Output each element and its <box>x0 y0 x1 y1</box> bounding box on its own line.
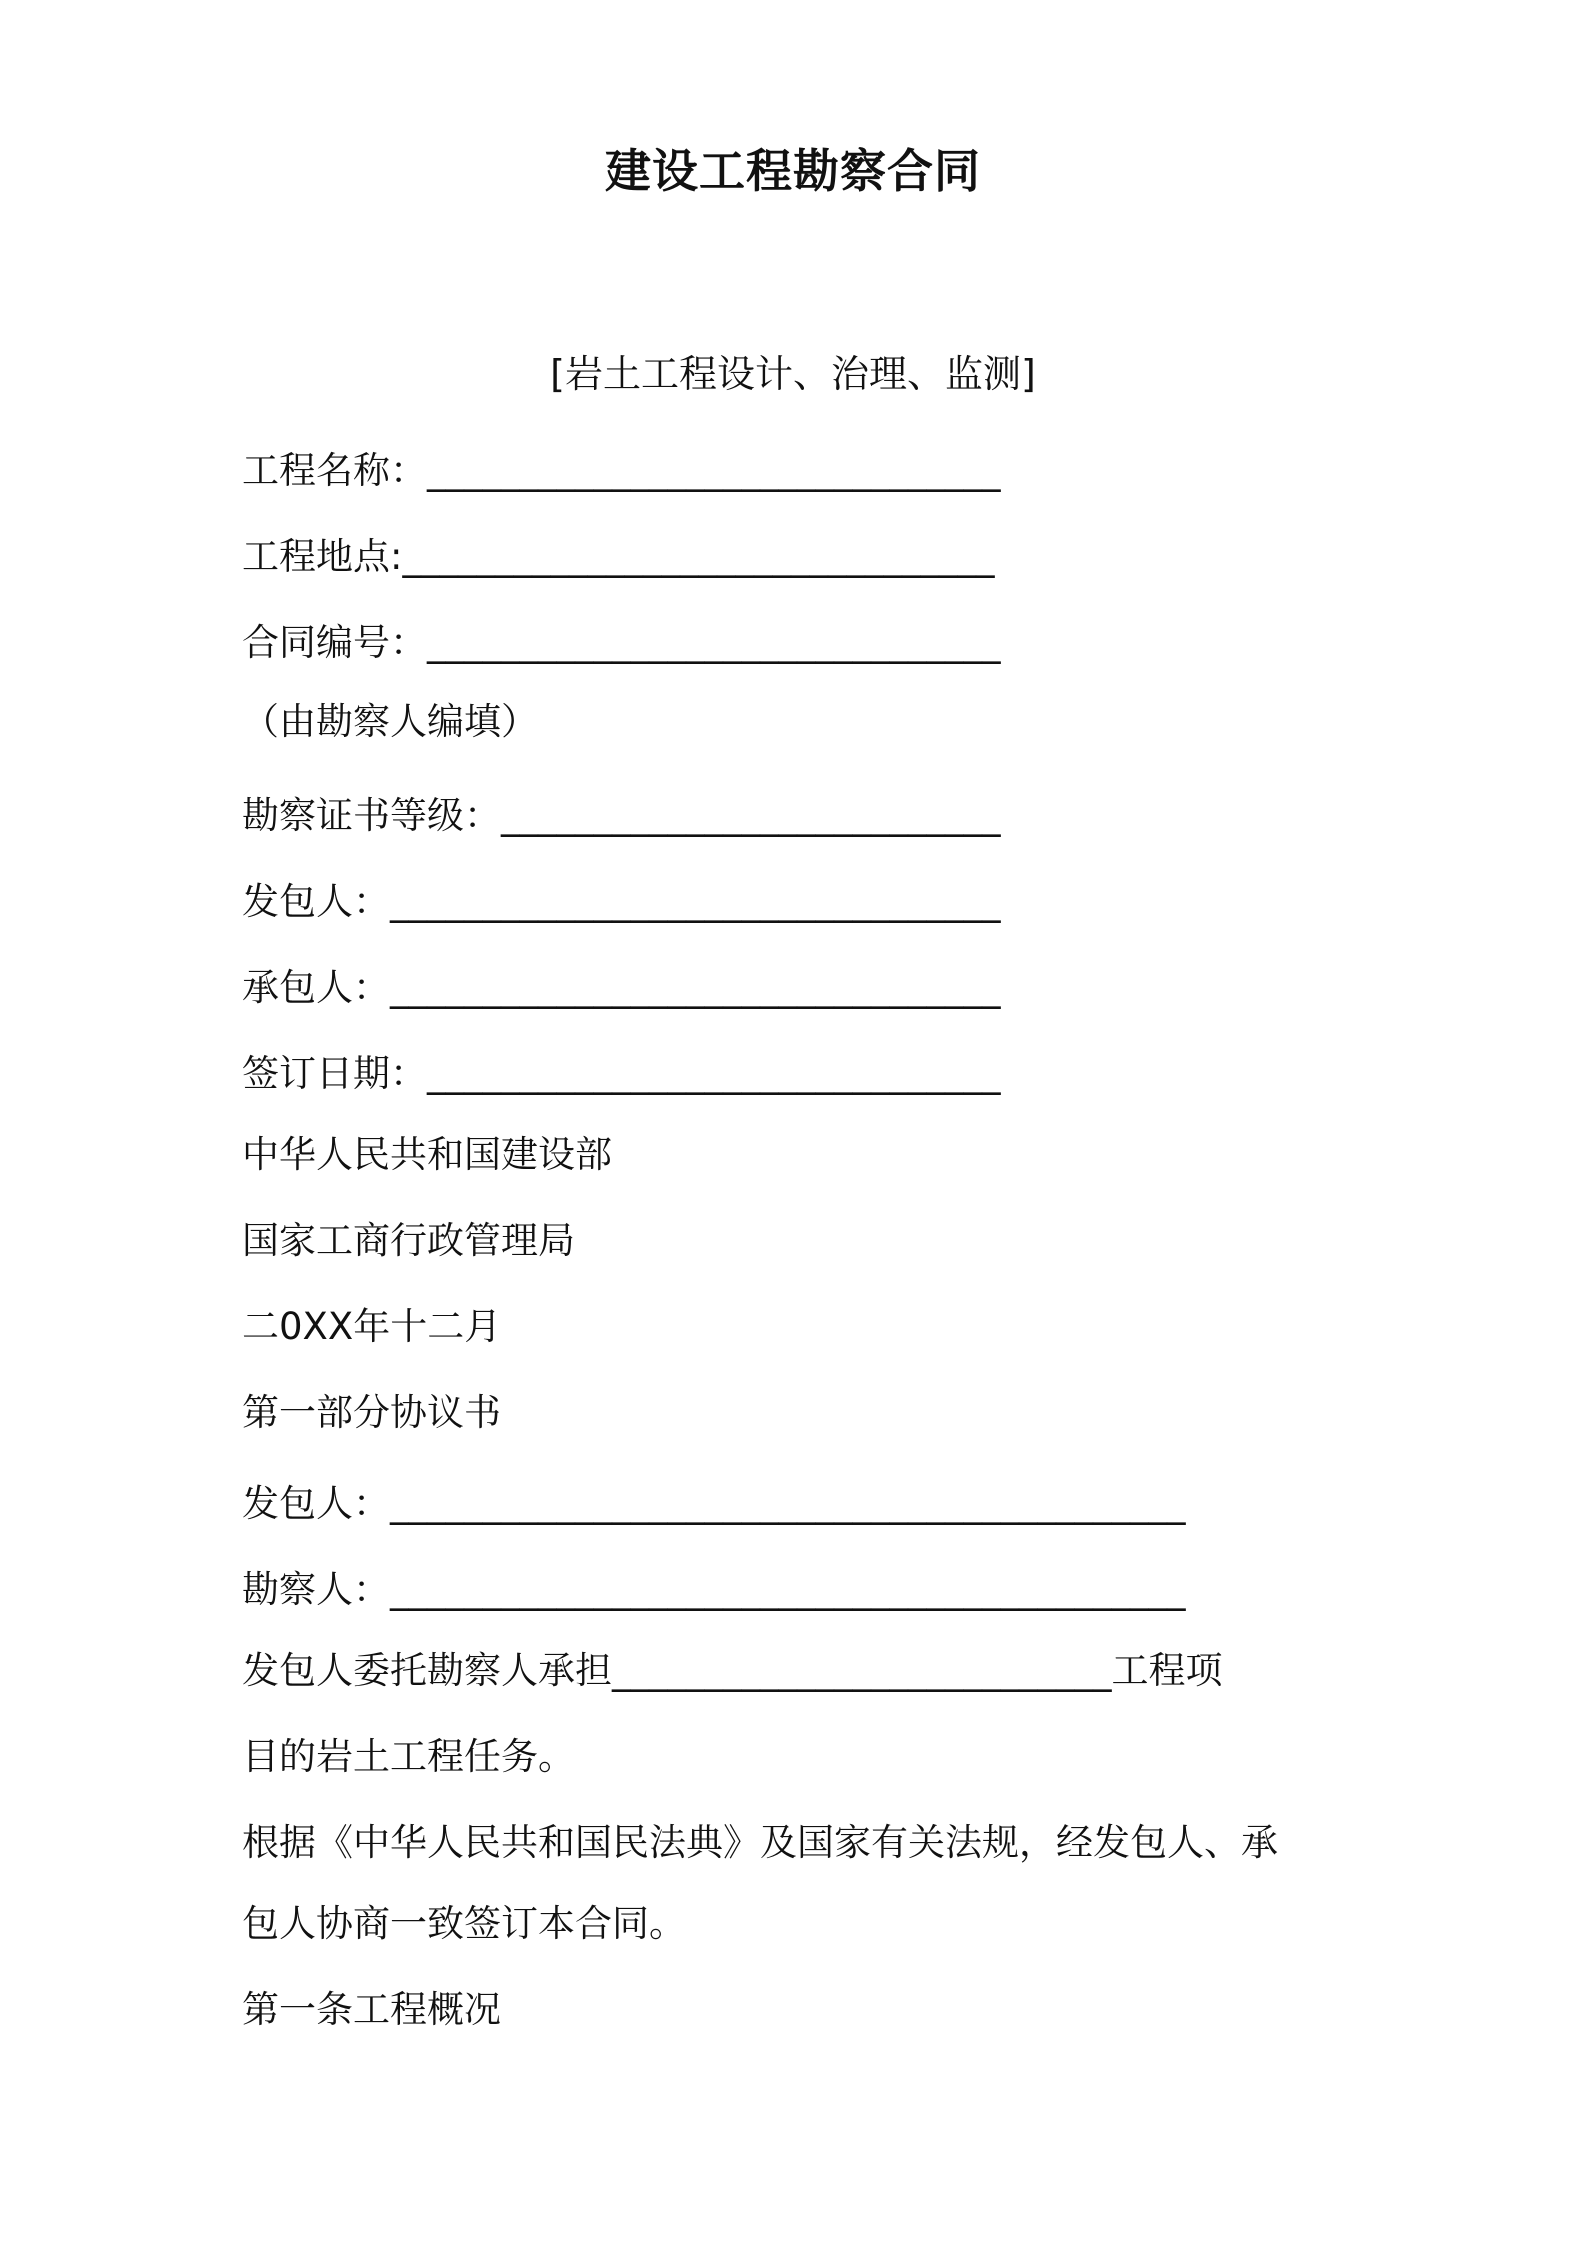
section-heading-part-one: 第一部分协议书 <box>242 1391 501 1434</box>
paragraph-basis-line-1: 根据《中华人民共和国民法典》及国家有关法规，经发包人、承 <box>242 1821 1278 1864</box>
issuer-bureau: 国家工商行政管理局 <box>242 1219 575 1262</box>
paragraph-commission-line-2: 目的岩土工程任务。 <box>242 1735 575 1778</box>
contractor-field: 承包人：_________________________________ <box>242 966 1001 1009</box>
employer-field: 发包人：_________________________________ <box>242 880 1001 923</box>
project-name-field: 工程名称：_______________________________ <box>242 449 1001 492</box>
survey-certificate-level-field: 勘察证书等级：___________________________ <box>242 794 1001 837</box>
issue-date: 二0XX年十二月 <box>242 1305 502 1348</box>
issuer-ministry: 中华人民共和国建设部 <box>242 1133 612 1176</box>
contract-number-note: （由勘察人编填） <box>242 700 538 743</box>
paragraph-basis-line-2: 包人协商一致签订本合同。 <box>242 1902 686 1945</box>
article-one-heading: 第一条工程概况 <box>242 1988 501 2031</box>
contract-number-field: 合同编号：_______________________________ <box>242 621 1001 664</box>
agreement-surveyor-field: 勘察人：___________________________________________ <box>242 1568 1186 1611</box>
paragraph-commission-line-1: 发包人委托勘察人承担___________________________工程项 <box>242 1649 1223 1692</box>
document-subtitle: [岩土工程设计、治理、监测] <box>550 352 1036 396</box>
project-location-field: 工程地点:________________________________ <box>242 535 995 578</box>
agreement-employer-field: 发包人：___________________________________________ <box>242 1482 1186 1525</box>
document-title: 建设工程勘察合同 <box>605 144 981 198</box>
signing-date-field: 签订日期：_______________________________ <box>242 1052 1001 1095</box>
